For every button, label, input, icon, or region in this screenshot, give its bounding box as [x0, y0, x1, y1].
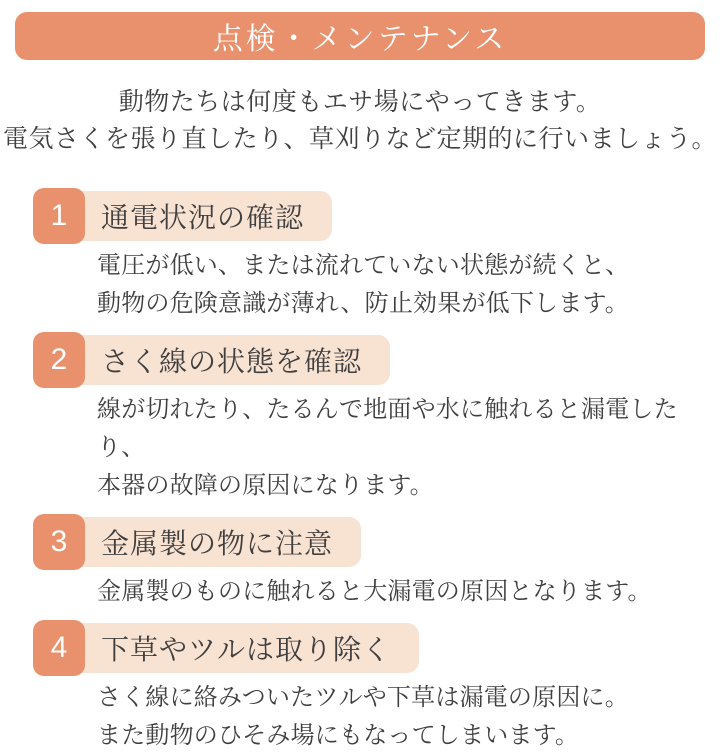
section-fence-wire-check — [33, 332, 700, 505]
section-3-heading: 金属製の物に注意 — [101, 528, 334, 559]
section-1-body-line-1: 電圧が低い、または流れていない状態が続くと、 — [97, 252, 630, 279]
section-1-heading: 通電状況の確認 — [101, 202, 305, 233]
section-2-heading: さく線の状態を確認 — [101, 346, 363, 377]
section-2-body — [97, 391, 700, 505]
section-1-body — [97, 247, 700, 323]
section-1-heading-pill — [33, 191, 332, 241]
section-2-number-badge: 2 — [33, 332, 85, 388]
section-list — [33, 188, 700, 755]
page-title: 点検・メンテナンス — [212, 23, 508, 56]
section-4-heading-pill — [33, 623, 419, 673]
section-2-body-line-2: 本器の故障の原因になります。 — [97, 472, 434, 499]
section-3-body — [97, 573, 700, 611]
section-weed-removal — [33, 620, 700, 755]
section-metal-warning — [33, 514, 700, 611]
intro-line-1: 動物たちは何度もエサ場にやってきます。 — [118, 88, 602, 116]
section-1-number-badge: 1 — [33, 188, 85, 244]
section-power-check — [33, 188, 700, 323]
section-3-heading-pill — [33, 517, 361, 567]
section-4-heading: 下草やツルは取り除く — [101, 634, 392, 665]
section-4-body — [97, 679, 700, 755]
section-3-header — [33, 514, 700, 570]
section-3-body-line-1: 金属製のものに触れると大漏電の原因となります。 — [97, 578, 652, 605]
section-4-body-line-1: さく線に絡みついたツルや下草は漏電の原因に。 — [97, 684, 629, 711]
section-2-heading-pill — [33, 335, 390, 385]
section-4-body-line-2: また動物のひそみ場にもなってしまいます。 — [97, 722, 580, 749]
section-1-body-line-2: 動物の危険意識が薄れ、防止効果が低下します。 — [97, 290, 629, 317]
section-2-body-line-1: 線が切れたり、たるんで地面や水に触れると漏電したり、 — [97, 396, 678, 461]
intro-line-2: 電気さくを張り直したり、草刈りなど定期的に行いましょう。 — [2, 125, 717, 153]
title-banner — [15, 12, 705, 60]
section-4-header — [33, 620, 700, 676]
section-3-number-badge: 3 — [33, 514, 85, 570]
maintenance-info-page — [0, 12, 720, 749]
section-1-header — [33, 188, 700, 244]
section-4-number-badge: 4 — [33, 620, 85, 676]
section-2-header — [33, 332, 700, 388]
intro-paragraph — [0, 84, 720, 158]
